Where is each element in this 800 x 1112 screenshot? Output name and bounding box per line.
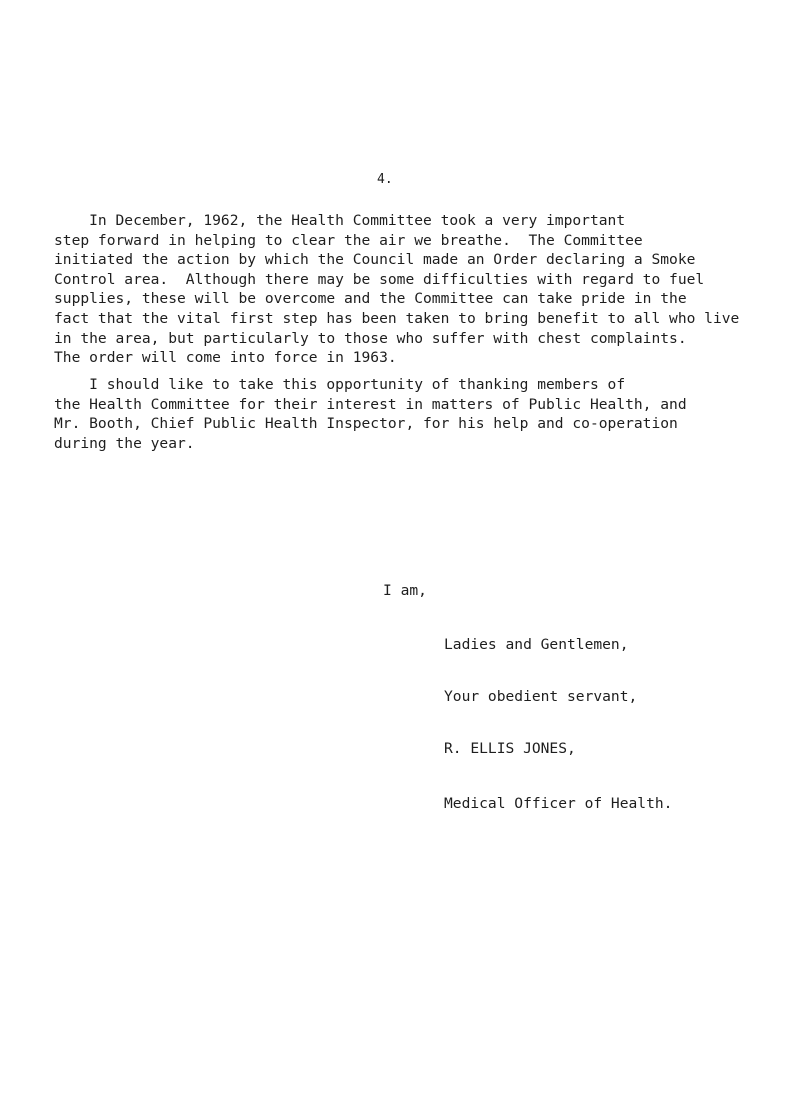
paragraph-line: Mr. Booth, Chief Public Health Inspector, for his help and co-operation bbox=[54, 415, 678, 433]
signatory-title: Medical Officer of Health. bbox=[444, 795, 673, 812]
paragraph-line: The order will come into force in 1963. bbox=[54, 349, 397, 367]
paragraph-line: Control area. Although there may be some difficulties with regard to fuel bbox=[54, 270, 705, 288]
closing-greeting: I am, bbox=[383, 582, 427, 599]
paragraph-line: during the year. bbox=[54, 434, 195, 452]
paragraph-thanks bbox=[54, 375, 794, 453]
paragraph-line: In December, 1962, the Health Committee took a very important bbox=[54, 212, 626, 229]
paragraph-smoke-control bbox=[54, 211, 794, 368]
paragraph-line: supplies, these will be overcome and the Committee can take pride in the bbox=[54, 290, 687, 308]
paragraph-line: fact that the vital first step has been taken to bring benefit to all who live bbox=[54, 309, 740, 327]
signatory-name: R. ELLIS JONES, bbox=[444, 740, 576, 757]
closing-valediction: Your obedient servant, bbox=[444, 688, 638, 705]
paragraph-line: step forward in helping to clear the air we breathe. The Committee bbox=[54, 231, 643, 249]
paragraph-line: initiated the action by which the Council made an Order declaring a Smoke bbox=[54, 251, 696, 269]
paragraph-line: I should like to take this opportunity of thanking members of bbox=[54, 376, 626, 393]
page-number: 4. bbox=[377, 172, 393, 187]
paragraph-line: the Health Committee for their interest in matters of Public Health, and bbox=[54, 395, 687, 413]
closing-salutation: Ladies and Gentlemen, bbox=[444, 636, 629, 653]
paragraph-line: in the area, but particularly to those who suffer with chest complaints. bbox=[54, 329, 687, 347]
